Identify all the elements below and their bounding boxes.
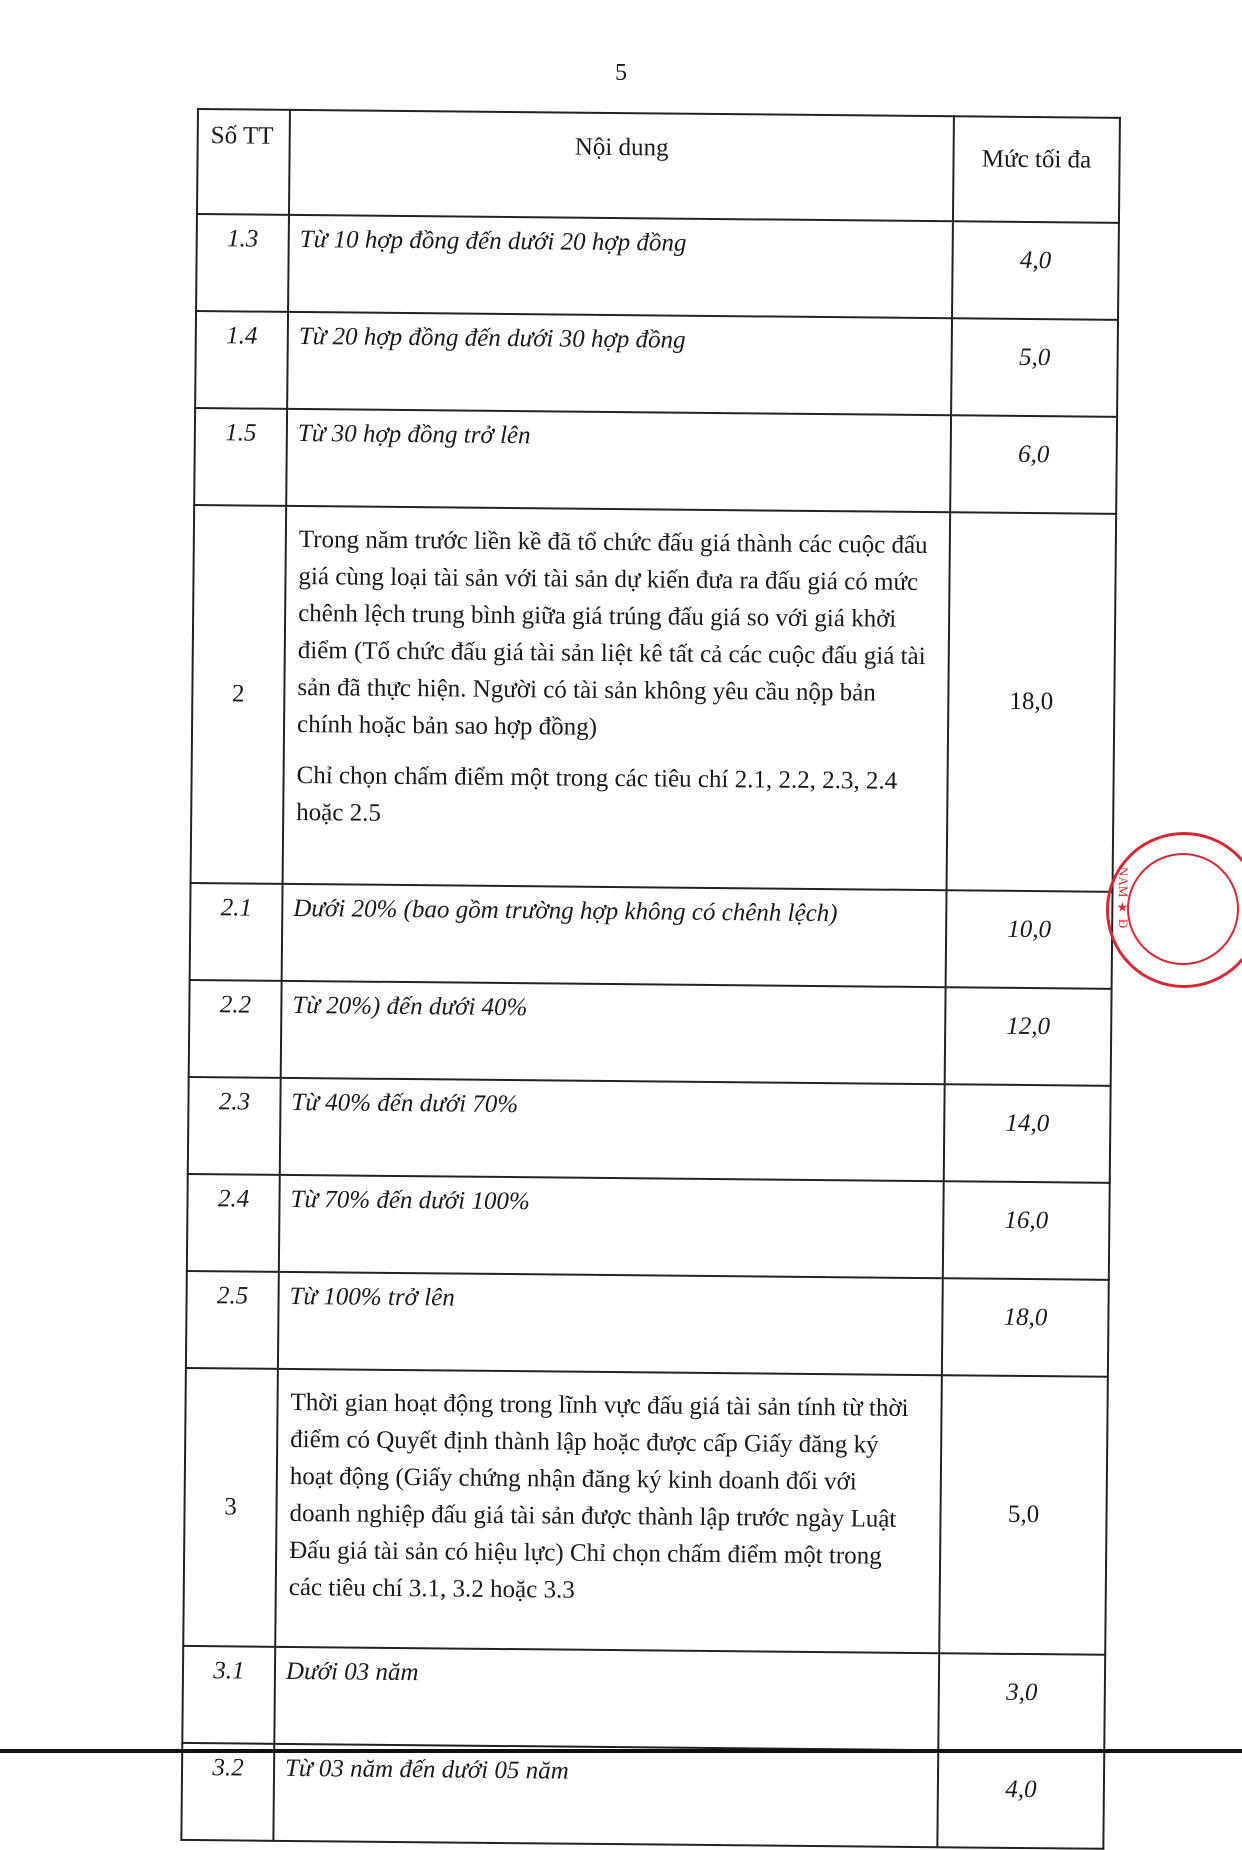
row-stt: 1.4 <box>195 311 288 409</box>
table-header-row <box>197 109 1120 223</box>
row-stt: 2 <box>191 505 287 884</box>
table-row <box>182 1646 1105 1752</box>
row-stt: 1.5 <box>194 408 287 506</box>
row-max-score: 14,0 <box>944 1084 1111 1183</box>
criterion-description: Thời gian hoạt động trong lĩnh vực đấu giá tài sản tính từ thời điểm có Quyết định thành lập hoặc được cấp Giấy đăng ký hoạt động (Giấy chứng nhận đăng ký kinh doanh đối với doanh nghiệp đấu giá tài sản được thành lập trước ngày Luật Đấu giá tài sản có hiệu lực) Chỉ chọn chấm điểm một trong các tiêu chí 3.1, 3.2 hoặc 3.3 <box>288 1388 909 1604</box>
row-content: Từ 30 hợp đồng trở lên <box>286 409 951 512</box>
row-content: Từ 40% đến dưới 70% <box>280 1078 945 1181</box>
row-max-score: 4,0 <box>937 1750 1104 1849</box>
row-max-score: 16,0 <box>943 1181 1110 1280</box>
row-content <box>283 506 951 890</box>
official-seal-stamp <box>1106 832 1242 988</box>
table-row <box>190 883 1113 989</box>
row-max-score: 18,0 <box>947 512 1117 892</box>
header-stt: Số TT <box>197 109 290 215</box>
table-row <box>186 1271 1109 1377</box>
criterion-description: Trong năm trước liền kề đã tổ chức đấu giá thành các cuộc đấu giá cùng loại tài sản với tài sản dự kiến đưa ra đấu giá có mức chênh lệch trung bình giữa giá trúng đấu giá so với giá khởi điểm (Tổ chức đấu giá tài sản liệt kê tất cả các cuộc đấu giá tài sản đã thực hiện. Người có tài sản không yêu cầu nộp bản chính hoặc bản sao hợp đồng) <box>296 525 928 741</box>
row-stt: 2.1 <box>190 883 283 981</box>
scan-bottom-edge <box>0 1749 1242 1753</box>
row-content: Từ 20 hợp đồng đến dưới 30 hợp đồng <box>287 312 952 415</box>
page-number: 5 <box>615 60 627 86</box>
row-content: Từ 100% trở lên <box>278 1272 943 1375</box>
row-stt: 1.3 <box>196 214 289 312</box>
row-content: Từ 70% đến dưới 100% <box>279 1175 944 1278</box>
row-content: Từ 10 hợp đồng đến dưới 20 hợp đồng <box>288 215 953 318</box>
row-stt: 3.2 <box>181 1743 274 1841</box>
table-row <box>195 311 1118 417</box>
table-row <box>187 1174 1110 1280</box>
criterion-note: Chỉ chọn chấm điểm một trong các tiêu chí 2.1, 2.2, 2.3, 2.4 hoặc 2.5 <box>296 761 898 827</box>
seal-text: NAM ★ Đ <box>1116 867 1131 929</box>
scoring-table <box>180 108 1121 1850</box>
row-content: Từ 03 năm đến dưới 05 năm <box>273 1744 938 1847</box>
header-content: Nội dung <box>289 110 954 221</box>
row-content <box>275 1369 942 1653</box>
table-row <box>194 408 1117 514</box>
row-max-score: 6,0 <box>950 415 1117 514</box>
table-row-criterion-3 <box>183 1368 1108 1655</box>
row-max-score: 4,0 <box>952 221 1119 320</box>
row-stt: 3 <box>183 1368 278 1647</box>
table-row <box>188 1077 1111 1183</box>
row-content: Dưới 03 năm <box>274 1647 939 1750</box>
row-max-score: 18,0 <box>942 1278 1109 1377</box>
seal-inner-ring <box>1127 853 1239 965</box>
row-stt: 2.3 <box>188 1077 281 1175</box>
row-max-score: 12,0 <box>945 987 1112 1086</box>
row-stt: 2.5 <box>186 1271 279 1369</box>
row-content: Dưới 20% (bao gồm trường hợp không có chênh lệch) <box>282 884 947 987</box>
row-stt: 2.2 <box>189 980 282 1078</box>
row-max-score: 5,0 <box>951 318 1118 417</box>
table-row <box>196 214 1119 320</box>
row-max-score: 10,0 <box>946 890 1113 989</box>
table-row <box>189 980 1112 1086</box>
row-max-score: 3,0 <box>938 1653 1105 1752</box>
row-stt: 3.1 <box>182 1646 275 1744</box>
header-max-score: Mức tối đa <box>953 116 1120 223</box>
table-row-criterion-2 <box>191 505 1117 892</box>
scoring-table-wrapper <box>180 108 1119 1850</box>
table-row <box>181 1743 1104 1849</box>
row-max-score: 5,0 <box>939 1375 1108 1655</box>
row-stt: 2.4 <box>187 1174 280 1272</box>
row-content: Từ 20%) đến dưới 40% <box>281 981 946 1084</box>
